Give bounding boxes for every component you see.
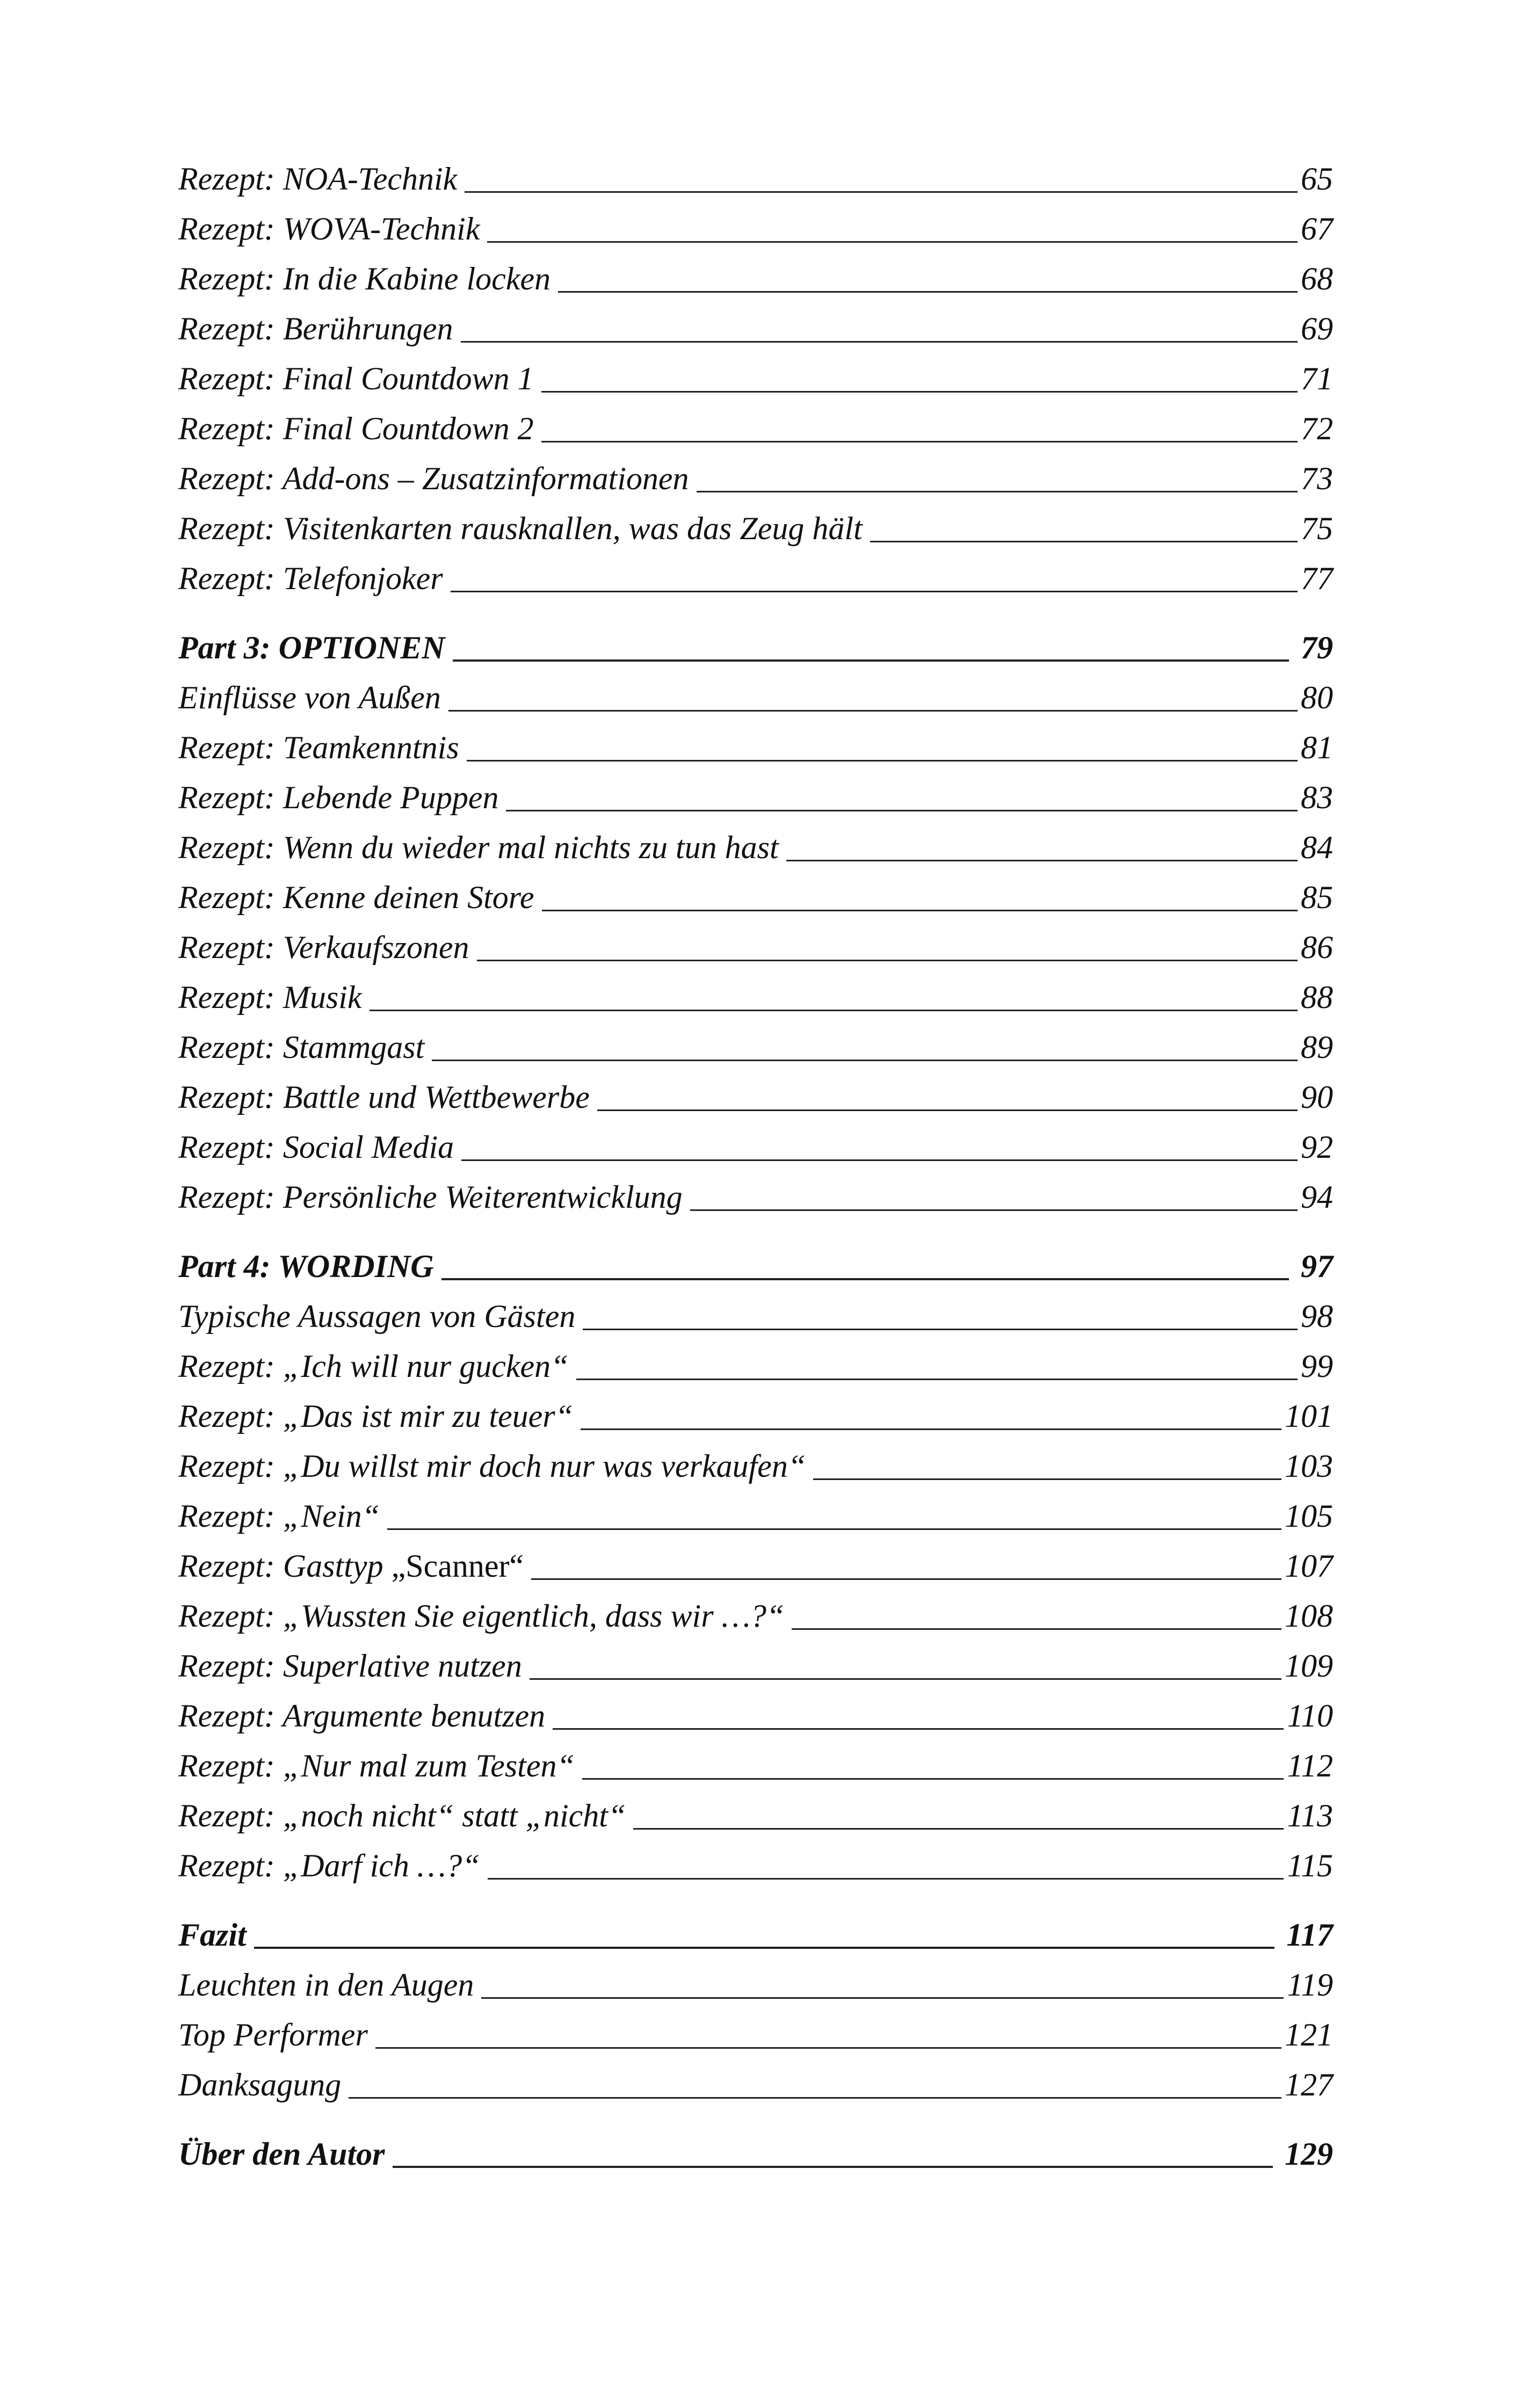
toc-leader-line [870, 541, 1298, 542]
toc-entry-title [178, 881, 534, 919]
toc-leader-line [349, 2097, 1281, 2099]
toc-entry-title-text: Rezept: Final Countdown 1 [178, 361, 534, 396]
toc-leader-line [506, 810, 1298, 811]
toc-entry-title [178, 831, 779, 869]
toc-entry-title-text: Part 3: OPTIONEN [178, 630, 445, 665]
toc-entry [178, 1537, 1333, 1587]
toc-entry [178, 669, 1333, 719]
toc-page-number: 79 [1301, 630, 1333, 665]
toc-entry [178, 1837, 1333, 1887]
toc-leader-line [542, 910, 1298, 911]
toc-entry-title-text: Rezept: Superlative nutzen [178, 1648, 522, 1684]
toc-leader-line [465, 191, 1298, 193]
toc-entry-title-text: Rezept: „Wussten Sie eigentlich, dass wir …?“ [178, 1598, 785, 1634]
toc-entry-title [178, 1750, 575, 1787]
toc-entry [178, 1019, 1333, 1069]
toc-leader-line [467, 760, 1298, 761]
toc-entry [178, 1388, 1333, 1438]
toc-page-number: 105 [1285, 1498, 1333, 1534]
toc-leader-line [451, 591, 1298, 592]
toc-entry [178, 1488, 1333, 1537]
toc-page-number: 75 [1301, 511, 1333, 546]
toc-page-number: 97 [1301, 1249, 1333, 1284]
toc-entry-title-text: Rezept: Argumente benutzen [178, 1698, 546, 1734]
toc-leader-line [370, 1010, 1298, 1011]
toc-entry-title [178, 1081, 590, 1119]
toc-entry [178, 1169, 1333, 1218]
toc-leader-line [697, 491, 1298, 492]
toc-entry-title [178, 1450, 806, 1488]
toc-entry [178, 869, 1333, 919]
toc-leader-line [375, 2047, 1281, 2049]
toc-page-number: 65 [1301, 161, 1333, 197]
toc-entry-title [178, 2069, 341, 2106]
toc-page-number: 71 [1301, 361, 1333, 396]
toc-page-number: 72 [1301, 411, 1333, 446]
toc-page-number: 84 [1301, 830, 1333, 865]
toc-entry-title-text: Rezept: Gasttyp [178, 1548, 392, 1584]
toc-leader-line [813, 1478, 1281, 1480]
toc-entry-title [178, 1969, 474, 2006]
toc-section-heading [178, 1906, 1333, 1956]
toc-page-number: 117 [1286, 1917, 1333, 1953]
toc-entry-title [178, 931, 469, 969]
toc-page-number: 89 [1301, 1029, 1333, 1065]
toc-entry [178, 400, 1333, 450]
toc-entry-title-text: Rezept: „Du willst mir doch nur was verkaufen“ [178, 1448, 806, 1484]
toc-page-number: 90 [1301, 1079, 1333, 1115]
toc-leader-line [786, 860, 1298, 861]
toc-entry [178, 500, 1333, 550]
table-of-contents [178, 150, 1333, 2175]
toc-leader-line [530, 1678, 1281, 1680]
toc-page-number: 77 [1301, 561, 1333, 596]
toc-leader-line [461, 1159, 1298, 1161]
toc-leader-line [690, 1209, 1298, 1211]
toc-entry-title-text: Rezept: „noch nicht“ statt „nicht“ [178, 1798, 626, 1833]
toc-leader-line [393, 2166, 1273, 2168]
toc-leader-line [597, 1109, 1298, 1111]
toc-page-number: 92 [1301, 1129, 1333, 1165]
toc-entry-title-text: Rezept: Musik [178, 980, 362, 1015]
toc-entry-title-text: Rezept: Telefonjoker [178, 561, 443, 596]
toc-entry [178, 250, 1333, 300]
toc-entry-title [178, 362, 534, 400]
toc-leader-line [558, 291, 1298, 293]
toc-entry-title [178, 731, 459, 769]
toc-entry-title [178, 2019, 368, 2056]
toc-entry-title [178, 263, 551, 300]
toc-entry-title [178, 313, 453, 350]
toc-entry [178, 1787, 1333, 1837]
toc-page-number: 99 [1301, 1348, 1333, 1384]
toc-entry-title [178, 1600, 784, 1637]
toc-page-number: 103 [1285, 1448, 1333, 1484]
toc-entry-title-text: Rezept: Kenne deinen Store [178, 880, 534, 915]
toc-entry [178, 550, 1333, 600]
toc-leader-line [461, 341, 1298, 343]
toc-entry [178, 1687, 1333, 1737]
toc-leader-line [792, 1628, 1281, 1630]
toc-page-number: 69 [1301, 311, 1333, 346]
toc-entry-title [178, 1350, 569, 1388]
toc-entry-title [178, 1550, 524, 1587]
toc-leader-line [553, 1728, 1284, 1730]
toc-entry-title-text: Danksagung [178, 2067, 342, 2102]
toc-page-number: 86 [1301, 930, 1333, 965]
toc-entry-title [178, 1031, 424, 1069]
toc-entry-title [178, 681, 441, 719]
toc-leader-line [387, 1528, 1281, 1530]
toc-entry-title [178, 781, 498, 819]
toc-entry [178, 1119, 1333, 1169]
toc-leader-line [254, 1947, 1275, 1949]
toc-entry-title [178, 412, 534, 450]
toc-entry-title-text: Top Performer [178, 2017, 368, 2052]
toc-entry-title-text: Rezept: NOA-Technik [178, 161, 458, 197]
toc-entry-title-text: Rezept: Persönliche Weiterentwicklung [178, 1179, 683, 1215]
toc-page-number: 80 [1301, 680, 1333, 715]
toc-entry-title [178, 632, 445, 669]
toc-entry-title-text: Rezept: „Nein“ [178, 1498, 380, 1534]
toc-entry [178, 450, 1333, 500]
toc-page-number: 98 [1301, 1299, 1333, 1334]
toc-entry-title [178, 562, 443, 600]
toc-entry-title-text: Rezept: WOVA-Technik [178, 211, 480, 246]
toc-entry [178, 1587, 1333, 1637]
toc-entry-title-text: Rezept: Social Media [178, 1129, 454, 1165]
toc-entry-title-text: Rezept: Visitenkarten rausknallen, was das Zeug hält [178, 511, 863, 546]
toc-page-number: 115 [1287, 1848, 1333, 1883]
toc-entry-title [178, 1300, 575, 1338]
toc-leader-line [448, 710, 1298, 712]
toc-leader-line [541, 391, 1298, 393]
toc-page-number: 83 [1301, 780, 1333, 815]
toc-entry [178, 2056, 1333, 2106]
toc-entry-title-text: Über den Autor [178, 2136, 385, 2172]
toc-leader-line [488, 1878, 1284, 1880]
toc-page-number: 129 [1285, 2136, 1333, 2172]
toc-entry-title-text: Part 4: WORDING [178, 1249, 434, 1284]
toc-entry-title [178, 1181, 683, 1218]
toc-entry [178, 1956, 1333, 2006]
toc-entry-title-text: Rezept: Lebende Puppen [178, 780, 499, 815]
toc-page-number: 121 [1285, 2017, 1333, 2052]
toc-leader-line [441, 1278, 1289, 1280]
toc-page-number: 67 [1301, 211, 1333, 246]
toc-leader-line [531, 1578, 1281, 1580]
toc-entry-title-text: Rezept: „Das ist mir zu teuer“ [178, 1398, 573, 1434]
toc-leader-line [432, 1060, 1298, 1061]
toc-leader-line [487, 241, 1298, 243]
toc-entry-title-text: Rezept: „Ich will nur gucken“ [178, 1348, 569, 1384]
toc-leader-line [576, 1379, 1298, 1380]
toc-leader-line [583, 1329, 1298, 1330]
toc-entry-title [178, 1400, 573, 1438]
toc-entry-title-text: Rezept: „Nur mal zum Testen“ [178, 1748, 575, 1783]
toc-entry-title [178, 462, 689, 500]
toc-page-number: 94 [1301, 1179, 1333, 1215]
toc-entry [178, 1737, 1333, 1787]
toc-entry [178, 150, 1333, 200]
toc-entry-title-text: Rezept: Teamkenntnis [178, 730, 459, 765]
toc-entry [178, 350, 1333, 400]
toc-entry-title [178, 163, 457, 200]
toc-entry [178, 719, 1333, 769]
toc-leader-line [477, 960, 1298, 961]
toc-entry-title-text: Rezept: Final Countdown 2 [178, 411, 534, 446]
toc-entry [178, 2006, 1333, 2056]
toc-entry-title-text: Rezept: Add-ons – Zusatzinformationen [178, 461, 689, 496]
toc-page-number: 109 [1285, 1648, 1333, 1684]
toc-entry-title [178, 981, 362, 1019]
toc-entry [178, 1338, 1333, 1388]
toc-entry-title-text: Rezept: Berührungen [178, 311, 453, 346]
toc-page-number: 85 [1301, 880, 1333, 915]
toc-entry-title [178, 1700, 545, 1737]
toc-entry [178, 1288, 1333, 1338]
toc-page-number: 88 [1301, 980, 1333, 1015]
toc-entry-title [178, 1500, 380, 1537]
toc-entry-title [178, 1919, 247, 1956]
toc-entry-title-text: Fazit [178, 1917, 247, 1953]
toc-page-number: 68 [1301, 261, 1333, 296]
toc-entry [178, 1438, 1333, 1488]
toc-entry-title [178, 512, 863, 550]
toc-page-number: 110 [1287, 1698, 1333, 1734]
toc-page-number: 101 [1285, 1398, 1333, 1434]
toc-leader-line [453, 659, 1289, 662]
toc-section-heading [178, 2126, 1333, 2175]
toc-leader-line [481, 1997, 1284, 1999]
toc-page-number: 108 [1285, 1598, 1333, 1634]
toc-entry-title-text: Rezept: Wenn du wieder mal nichts zu tun hast [178, 830, 779, 865]
toc-entry [178, 769, 1333, 819]
toc-entry [178, 200, 1333, 250]
toc-entry [178, 819, 1333, 869]
toc-entry-title-text: Rezept: Battle und Wettbewerbe [178, 1079, 590, 1115]
toc-page-number: 81 [1301, 730, 1333, 765]
toc-entry-title-text: Typische Aussagen von Gästen [178, 1299, 576, 1334]
toc-page-number: 113 [1287, 1798, 1333, 1833]
toc-entry-title [178, 2138, 385, 2175]
toc-section-heading [178, 619, 1333, 669]
toc-section-heading [178, 1238, 1333, 1288]
toc-page-number: 127 [1285, 2067, 1333, 2102]
toc-entry-title-text: Rezept: Verkaufszonen [178, 930, 469, 965]
toc-entry-title [178, 1849, 480, 1887]
toc-leader-line [581, 1428, 1281, 1430]
toc-entry-title-text: Rezept: „Darf ich …?“ [178, 1848, 480, 1883]
toc-entry-title-quoted: „Scanner“ [391, 1548, 524, 1584]
toc-entry-title [178, 1250, 434, 1288]
toc-entry-title [178, 1800, 626, 1837]
toc-entry-title [178, 1131, 454, 1169]
toc-entry [178, 1637, 1333, 1687]
toc-entry-title-text: Einflüsse von Außen [178, 680, 441, 715]
toc-entry-title-text: Rezept: Stammgast [178, 1029, 425, 1065]
toc-entry-title [178, 1650, 522, 1687]
toc-entry [178, 969, 1333, 1019]
toc-page-number: 107 [1285, 1548, 1333, 1584]
toc-entry-title-text: Rezept: In die Kabine locken [178, 261, 551, 296]
toc-entry [178, 300, 1333, 350]
toc-leader-line [633, 1828, 1284, 1830]
toc-entry [178, 1069, 1333, 1119]
toc-entry-title [178, 213, 480, 250]
toc-page-number: 73 [1301, 461, 1333, 496]
toc-leader-line [582, 1778, 1284, 1780]
toc-page-number: 112 [1287, 1748, 1333, 1783]
toc-leader-line [541, 441, 1298, 443]
toc-entry [178, 919, 1333, 969]
toc-entry-title-text: Leuchten in den Augen [178, 1967, 474, 2003]
toc-page-number: 119 [1287, 1967, 1333, 2003]
